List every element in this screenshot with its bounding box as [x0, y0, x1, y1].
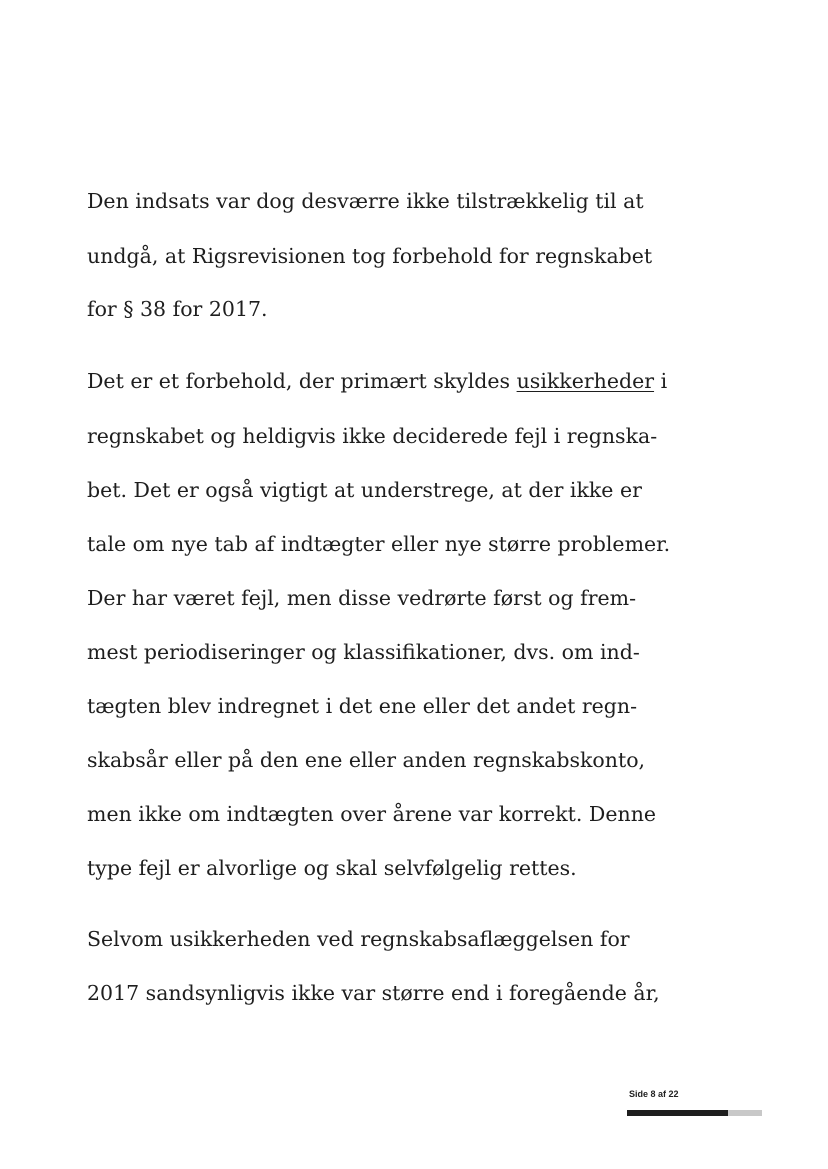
page-progress-fill — [627, 1110, 728, 1116]
paragraph-2-line-10: type fejl er alvorlige og skal selvfølgelig rettes. — [87, 856, 577, 880]
paragraph-2-line-6: mest periodiseringer og klassifikationer, dvs. om ind- — [87, 640, 640, 664]
page-number-label: Side 8 af 22 — [629, 1089, 679, 1099]
paragraph-3-line-1: Selvom usikkerheden ved regnskabsaflæggelsen for — [87, 927, 630, 951]
paragraph-3-line-2: 2017 sandsynligvis ikke var større end i foregående år, — [87, 981, 660, 1005]
paragraph-1-line-2: undgå, at Rigsrevisionen tog forbehold for regnskabet — [87, 244, 653, 268]
paragraph-2-line-1 — [87, 371, 667, 392]
paragraph-2-line-2: regnskabet og heldigvis ikke deciderede fejl i regnska- — [87, 424, 658, 448]
paragraph-2-line-7: tægten blev indregnet i det ene eller det andet regn- — [87, 694, 638, 718]
line-text-after: i — [654, 369, 668, 393]
paragraph-1-line-1: Den indsats var dog desværre ikke tilstrækkelig til at — [87, 189, 644, 213]
underlined-word: usikkerheder — [516, 369, 655, 393]
paragraph-2-line-4: tale om nye tab af indtægter eller nye større problemer. — [87, 532, 671, 556]
paragraph-1-line-3: for § 38 for 2017. — [87, 297, 268, 321]
paragraph-2-line-8: skabsår eller på den ene eller anden regnskabskonto, — [87, 748, 646, 772]
paragraph-2-line-5: Der har været fejl, men disse vedrørte først og frem- — [87, 586, 637, 610]
paragraph-2-line-3: bet. Det er også vigtigt at understrege, at der ikke er — [87, 478, 642, 502]
page-progress-bar — [627, 1110, 762, 1116]
paragraph-2-line-9: men ikke om indtægten over årene var korrekt. Denne — [87, 802, 657, 826]
line-text-before: Det er et forbehold, der primært skyldes — [87, 369, 517, 393]
